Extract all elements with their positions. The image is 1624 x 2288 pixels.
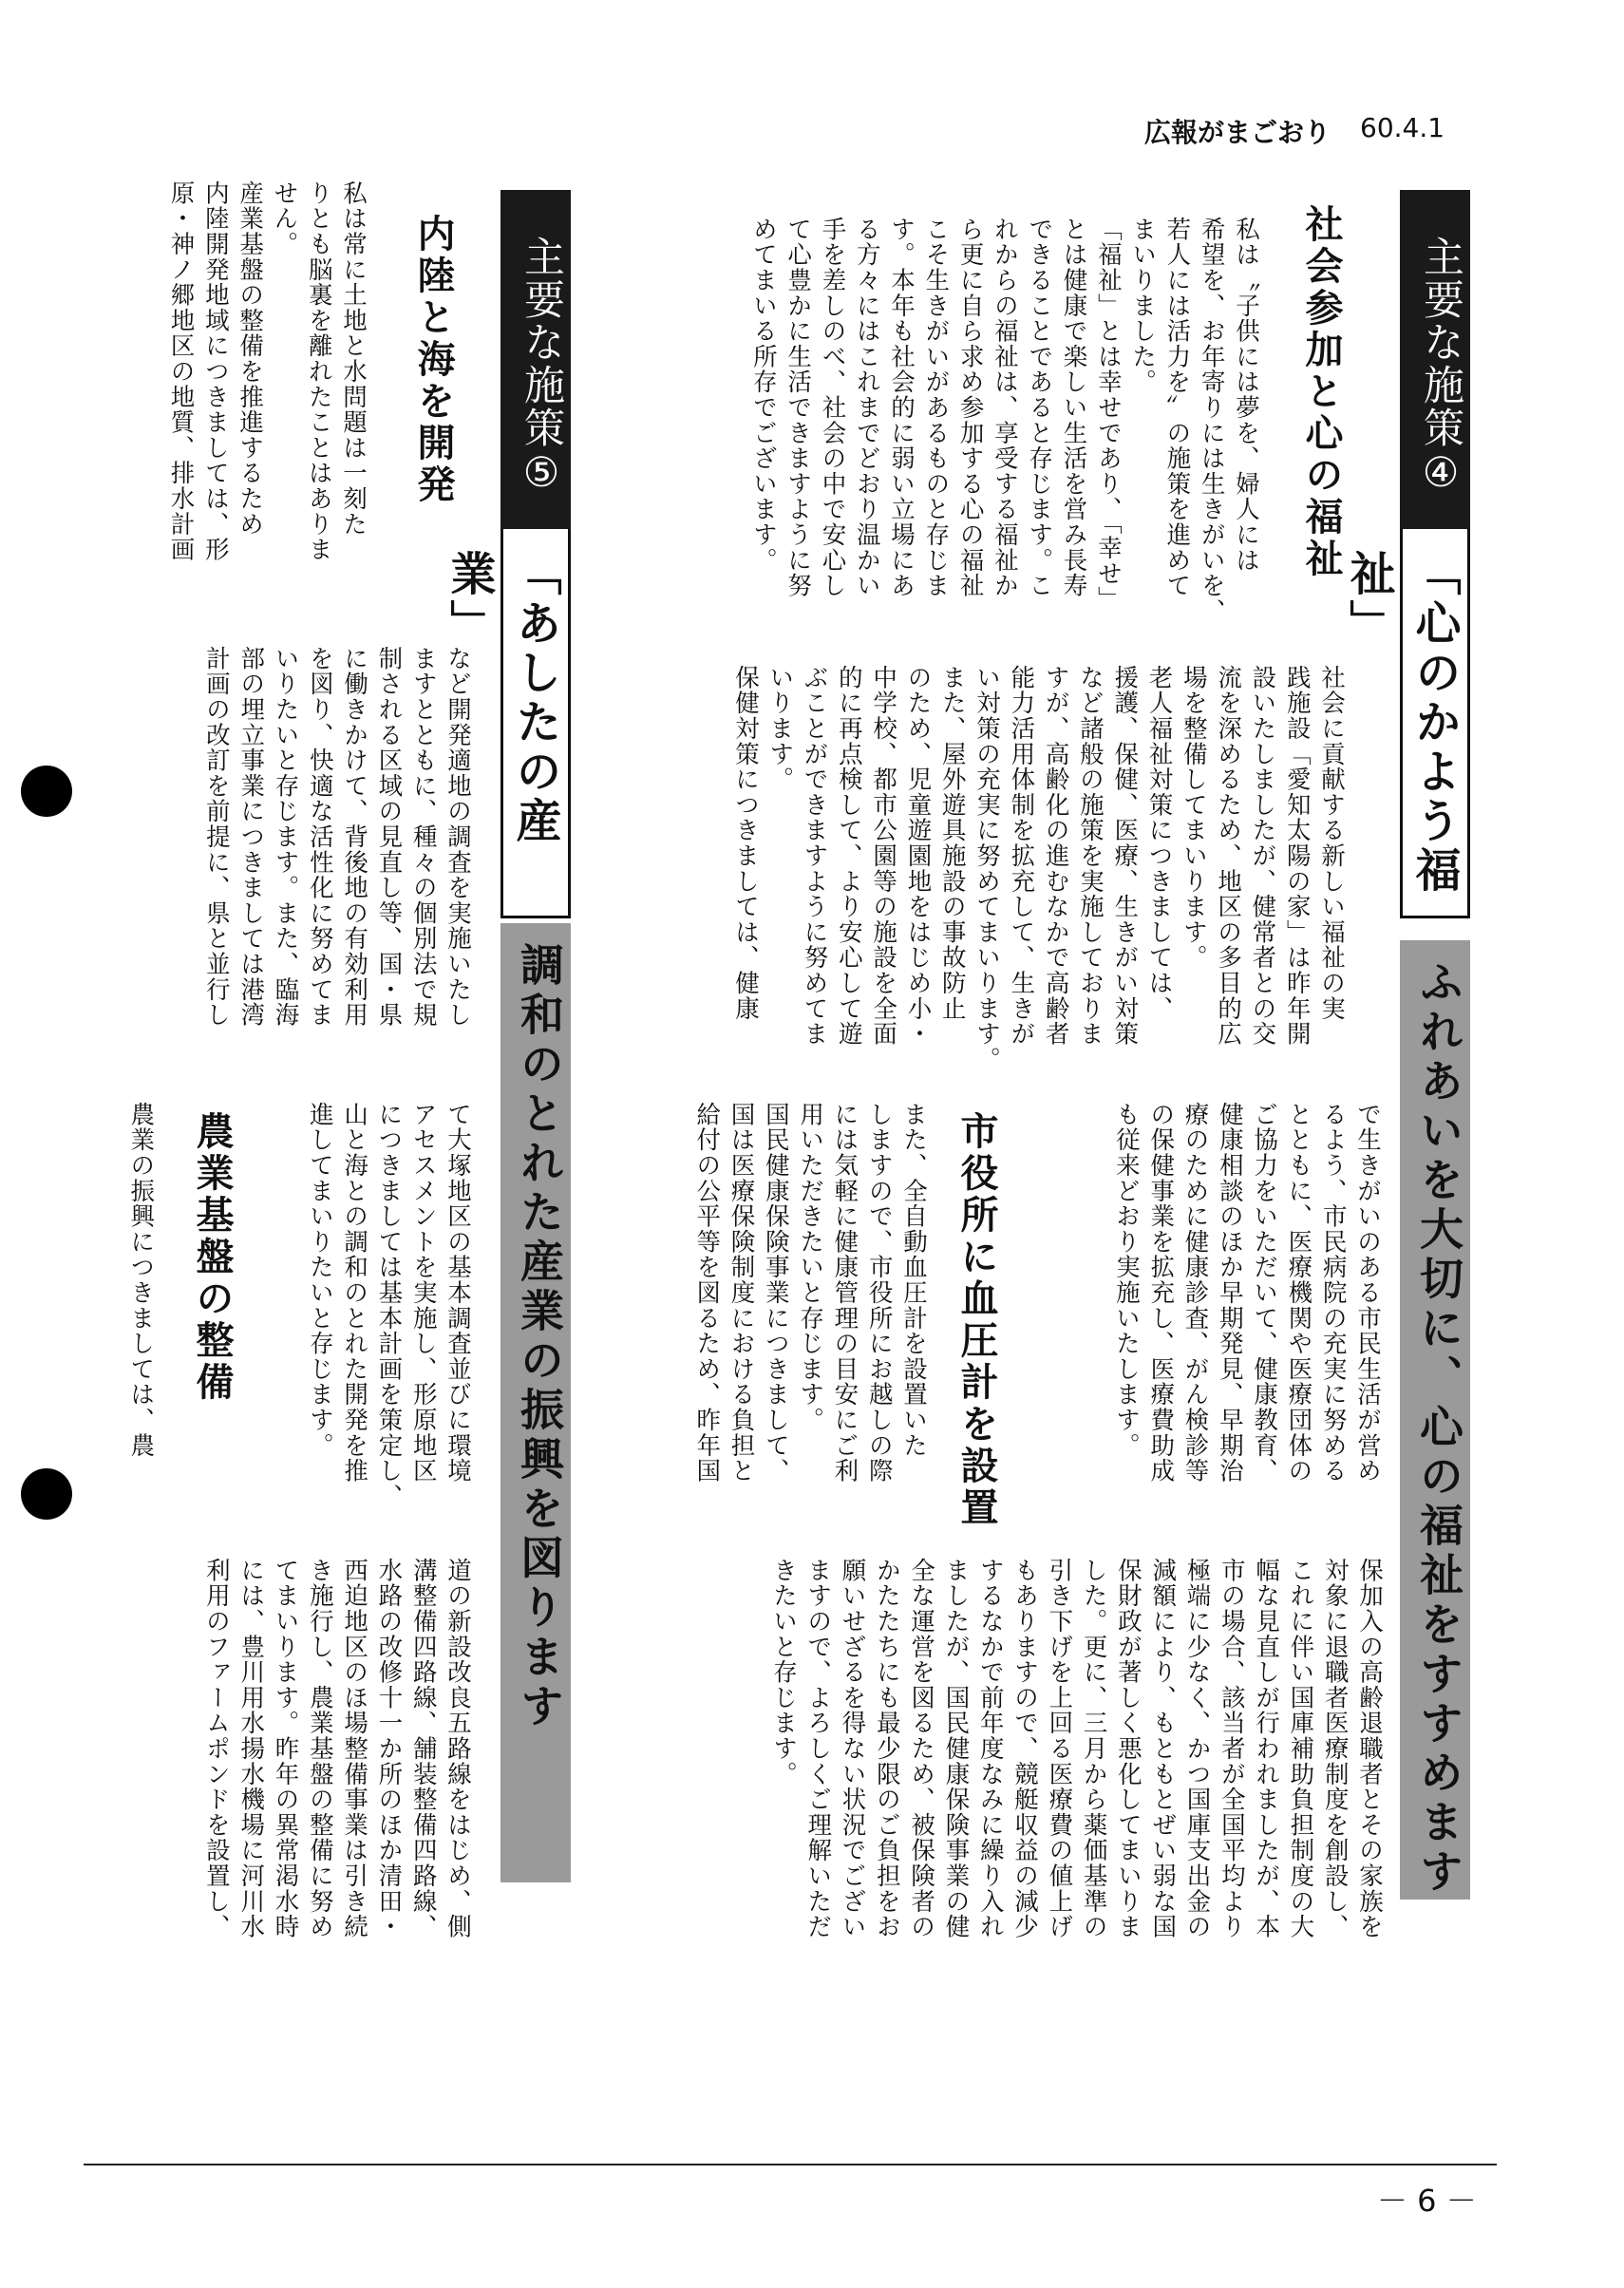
insurance-paragraph: [646, 1558, 1387, 1980]
text-line: また、全自動血圧計を設置いた: [899, 1102, 928, 1459]
text-line: 原・神ノ郷地区の地質、排水計画: [166, 180, 196, 562]
text-line: 引き下げを上回る医療費の値上げ: [1045, 1558, 1074, 1939]
welfare-paragraph-2: [646, 665, 1349, 1073]
text-line: 西迫地区のほ場整備事業は引き続: [340, 1558, 369, 1939]
text-line: 減額により、もともとぜい弱な国: [1148, 1558, 1178, 1939]
text-line: ら更に自ら求め参加する心の福祉: [955, 217, 985, 598]
text-line: ますので、よろしくご理解いただ: [803, 1558, 833, 1939]
text-line: に働きかけて、背後地の有効利用: [340, 646, 369, 1028]
text-line: 市の場合、該当者が全国平均より: [1217, 1558, 1246, 1939]
text-line: できることであると存じます。こ: [1025, 217, 1054, 598]
text-line: 若人には活力を〟の施策を進めて: [1162, 217, 1192, 598]
industry-paragraph-1: [123, 180, 370, 598]
text-line: 内陸開発地域につきましては、形: [200, 180, 230, 562]
text-line: した。更に、三月から薬価基準の: [1079, 1558, 1108, 1939]
text-line: 私は常に土地と水問題は一刻た: [339, 180, 368, 538]
text-line: きたいと存じます。: [768, 1558, 798, 1787]
text-line: 手を差しのべ、社会の中で安心し: [818, 217, 847, 598]
text-line: 流を深めるため、地区の多目的広: [1214, 665, 1243, 1047]
text-line: につきましては基本計画を策定し、: [374, 1102, 404, 1509]
page-number: － 6 －: [1377, 2183, 1477, 2219]
text-line: 私は〝子供には夢を、婦人には: [1232, 217, 1260, 574]
text-line: など開発適地の調査を実施いたし: [444, 646, 472, 1028]
farm-paragraph-2: [123, 1558, 475, 1985]
text-line: めてまいる所存でございます。: [748, 217, 778, 574]
policy-banner-5: 主要な施策⑤: [500, 190, 571, 530]
text-line: すが、高齢化の進むなかで高齢者: [1041, 665, 1070, 1047]
text-line: 老人福祉対策につきましては、: [1144, 665, 1174, 1022]
text-line: の保健事業を拡充し、医療費助成: [1146, 1102, 1176, 1484]
text-line: 中学校、都市公園等の施設を全面: [869, 665, 898, 1047]
heading-social-welfare: 社会参加と心の福祉: [1299, 204, 1343, 580]
text-line: とは健康で楽しい生活を営み長寿: [1059, 217, 1088, 598]
text-line: には気軽に健康管理の目安にご利: [830, 1102, 859, 1484]
heading-farm-infra: 農業基盤の整備: [190, 1111, 234, 1404]
text-line: 能力活用体制を拡充して、生きが: [1007, 665, 1036, 1047]
text-line: 国は医療保険制度における負担と: [727, 1102, 756, 1484]
text-line: いります。: [765, 665, 795, 792]
text-line: 健康相談のほか早期発見、早期治: [1215, 1102, 1244, 1484]
text-line: 給付の公平等を図るため、昨年国: [692, 1102, 722, 1484]
text-line: とともに、医療機関や医療団体の: [1284, 1102, 1313, 1484]
text-line: のため、児童遊園地をはじめ小・: [903, 665, 933, 1047]
text-line: また、屋外遊具施設の事故防止: [937, 665, 967, 1022]
text-line: てまいります。昨年の異常渇水時: [271, 1558, 300, 1939]
text-line: ご協力をいただいて、健康教育、: [1250, 1102, 1279, 1484]
farm-paragraph-1: 農業の振興につきましては、農: [126, 1102, 156, 1459]
text-line: れからの福祉は、享受する福祉か: [990, 217, 1019, 598]
text-line: 制される区域の見直し等、国・県: [374, 646, 404, 1028]
text-line: 水路の改修十一か所のほか清田・: [374, 1558, 404, 1939]
issue-date: 60.4.1: [1360, 112, 1445, 143]
text-line: て心豊かに生活できますように努: [784, 217, 813, 598]
text-line: 山と海との調和のとれた開発を推: [340, 1102, 369, 1484]
text-line: るよう、市民病院の充実に努める: [1318, 1102, 1348, 1484]
text-line: 幅な見直しが行われましたが、本: [1252, 1558, 1281, 1939]
text-line: アセスメントを実施し、形原地区: [408, 1102, 438, 1484]
text-line: 全な運営を図るため、被保険者の: [907, 1558, 936, 1939]
text-line: 願いせざるを得ない状況でござい: [838, 1558, 867, 1939]
text-line: ましたが、国民健康保険事業の健: [941, 1558, 971, 1939]
text-line: こそ生きがいがあるものと存じま: [921, 217, 951, 598]
text-line: など諸般の施策を実施しておりま: [1075, 665, 1105, 1047]
text-line: ぶことができますように努めてま: [800, 665, 829, 1047]
text-line: 対象に退職者医療制度を創設し、: [1320, 1558, 1350, 1939]
text-line: 国民健康保険事業につきまして、: [761, 1102, 790, 1484]
industry-paragraph-3: [256, 1102, 475, 1529]
health-paragraph: [1062, 1102, 1385, 1510]
industry-paragraph-2: [123, 646, 475, 1064]
text-line: もありますので、競艇収益の減少: [1010, 1558, 1040, 1939]
text-line: 進してまいりたいと存じます。: [305, 1102, 334, 1459]
text-line: ますとともに、種々の個別法で規: [408, 646, 438, 1028]
text-line: まいりました。: [1128, 217, 1158, 395]
heading-inland-sea: 内陸と海を開発: [411, 214, 455, 506]
section-subtitle-5: 調和のとれた産業の振興を図ります: [500, 923, 571, 1882]
text-line: 的に再点検して、より安心して遊: [834, 665, 863, 1047]
text-line: 用いただきたいと存じます。: [796, 1102, 825, 1433]
text-line: 践施設「愛知太陽の家」は昨年開: [1282, 665, 1312, 1047]
text-line: い対策の充実に努めてまいります。: [973, 665, 1002, 1072]
text-line: 援護、保健、医療、生きがい対策: [1110, 665, 1140, 1047]
text-line: 計画の改訂を前提に、県と並行し: [201, 646, 231, 1028]
heading-blood-pressure: 市役所に血圧計を設置: [954, 1111, 998, 1529]
text-line: 産業基盤の整備を推進するため: [236, 180, 265, 538]
policy-banner-4: 主要な施策④: [1400, 190, 1470, 530]
section-subtitle-4: ふれあいを大切に、心の福祉をすすめます: [1400, 940, 1470, 1900]
text-line: を図り、快適な活性化に努めてま: [305, 646, 334, 1028]
text-line: するなかで前年度なみに繰り入れ: [975, 1558, 1005, 1939]
text-line: 希望を、お年寄りには生きがいを、: [1197, 217, 1226, 624]
text-line: 利用のファームポンドを設置し、: [201, 1558, 231, 1939]
text-line: 療のために健康診査、がん検診等: [1180, 1102, 1210, 1484]
text-line: 保健対策につきましては、健康: [730, 665, 760, 1022]
footer-rule: [84, 2164, 1497, 2165]
newsletter-title: 広報がまごおり: [1144, 117, 1331, 148]
text-line: 道の新設改良五路線をはじめ、側: [444, 1558, 472, 1939]
text-line: 設いたしましたが、健常者との交: [1248, 665, 1277, 1047]
text-line: き施行し、農業基盤の整備に努め: [305, 1558, 334, 1939]
text-line: 保加入の高齢退職者とその家族を: [1355, 1558, 1384, 1939]
text-line: す。本年も社会的に弱い立場にあ: [887, 217, 916, 598]
text-line: で生きがいのある市民生活が営め: [1353, 1102, 1382, 1484]
blood-pressure-paragraph: [646, 1102, 931, 1510]
text-line: せん。: [270, 180, 299, 257]
text-line: も従来どおり実施いたします。: [1111, 1102, 1141, 1459]
text-line: 「福祉」とは幸せであり、「幸せ」: [1093, 217, 1123, 613]
text-line: 部の埋立事業につきましては港湾: [236, 646, 266, 1028]
text-line: しますので、市役所にお越しの際: [864, 1102, 894, 1484]
text-line: には、豊川用水揚水機場に河川水: [236, 1558, 266, 1939]
welfare-paragraph-1: [731, 217, 1263, 634]
text-line: て大塚地区の基本調査並びに環境: [444, 1102, 472, 1484]
section-title-5: 「あしたの産業」: [500, 529, 571, 918]
text-line: 極端に少なく、かつ国庫支出金の: [1182, 1558, 1212, 1939]
text-line: これに伴い国庫補助負担制度の大: [1286, 1558, 1315, 1939]
text-line: いりたいと存じます。また、臨海: [271, 646, 300, 1028]
text-line: 溝整備四路線、舗装整備四路線、: [408, 1558, 438, 1939]
binder-hole-top: [21, 766, 72, 817]
section-title-4: 「心のかよう福祉」: [1400, 529, 1470, 918]
text-line: る方々にはこれまでどおり温かい: [852, 217, 881, 598]
text-line: 場を整備してまいります。: [1179, 665, 1208, 971]
text-line: 保財政が著しく悪化してまいりま: [1113, 1558, 1142, 1939]
text-line: りとも脳裏を離れたことはありま: [304, 180, 333, 562]
text-line: 社会に貢献する新しい福祉の実: [1317, 665, 1346, 1022]
text-line: かたたちにも最少限のご負担をお: [872, 1558, 901, 1939]
binder-hole-bottom: [21, 1468, 72, 1520]
